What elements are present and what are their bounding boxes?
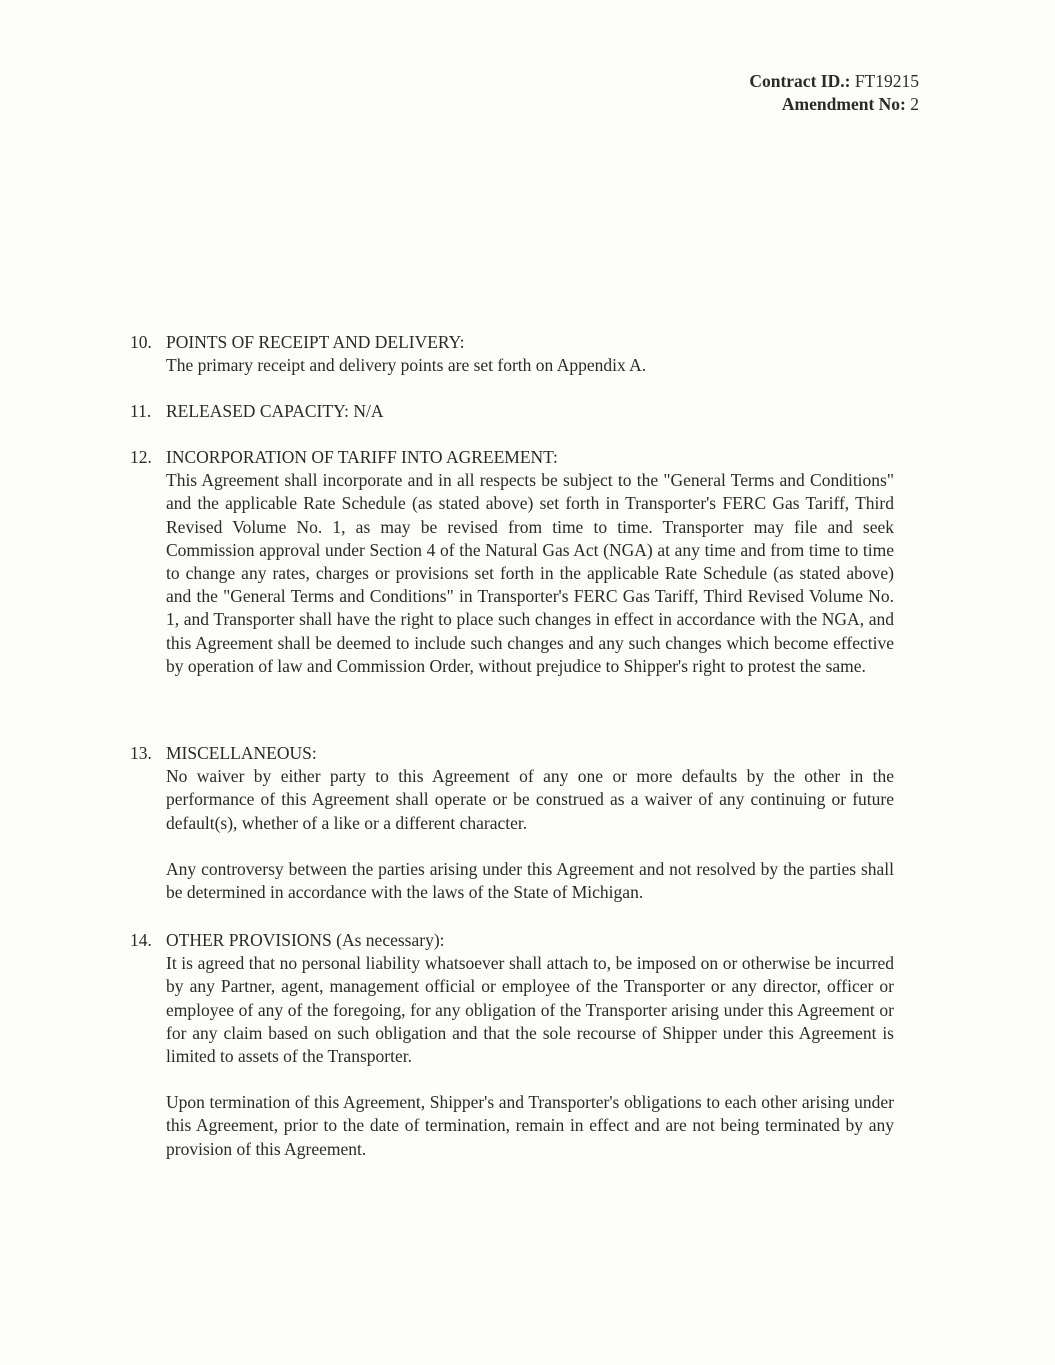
contract-id-value: FT19215: [854, 71, 919, 91]
section-released-capacity: [130, 400, 894, 423]
section-paragraph: Upon termination of this Agreement, Shipper's and Transporter's obligations to each other arising under this Agreement, prior to the date of termination, remain in effect and are not being terminated by any provision of this Agreement.: [166, 1092, 894, 1159]
section-heading: POINTS OF RECEIPT AND DELIVERY:: [166, 332, 465, 352]
section-paragraph: Any controversy between the parties arising under this Agreement and not resolved by the parties shall be determined in accordance with the laws of the State of Michigan.: [166, 858, 894, 903]
section-number: 14.: [130, 930, 152, 950]
section-incorporation-of-tariff: [130, 446, 894, 678]
section-number: 13.: [130, 743, 152, 763]
section-paragraph: No waiver by either party to this Agreement of any one or more defaults by the other in the performance of this Agreement shall operate or be construed as a waiver of any continuing or future default(s), whether of a like or a different character.: [166, 766, 894, 833]
contract-id-label: Contract ID.:: [749, 71, 851, 91]
section-number: 11.: [130, 401, 152, 421]
section-number: 12.: [130, 447, 152, 467]
section-other-provisions: [130, 929, 894, 1161]
section-number: 10.: [130, 332, 152, 352]
document-header: [749, 70, 919, 116]
section-miscellaneous: [130, 742, 894, 904]
section-heading: INCORPORATION OF TARIFF INTO AGREEMENT:: [166, 447, 558, 467]
section-paragraph: The primary receipt and delivery points are set forth on Appendix A.: [166, 355, 647, 376]
amendment-value: 2: [910, 94, 919, 114]
section-paragraph: It is agreed that no personal liability whatsoever shall attach to, be imposed on or otherwise be incurred by any Partner, agent, management official or employee of the Transporter or any director, officer or employee of any of the foregoing, for any obligation of the Transporter arising under this Agreement or for any claim based on such obligation and that the sole recourse of Shipper under this Agreement is limited to assets of the Transporter.: [166, 953, 894, 1067]
section-heading: RELEASED CAPACITY: N/A: [166, 401, 384, 421]
section-heading: MISCELLANEOUS:: [166, 743, 317, 763]
contract-id-line: [749, 70, 919, 93]
section-heading: OTHER PROVISIONS (As necessary):: [166, 930, 445, 950]
amendment-line: [749, 93, 919, 116]
amendment-label: Amendment No:: [781, 94, 906, 114]
section-paragraph: This Agreement shall incorporate and in all respects be subject to the "General Terms and Conditions" and the applicable Rate Schedule (as stated above) set forth in Transporter's FERC Gas Tariff, Third Revised Volume No. 1, as may be revised from time to time. Transporter may file and seek Commission approval under Section 4 of the Natural Gas Act (NGA) at any time and from time to time to change any rates, charges or provisions set forth in the applicable Rate Schedule (as stated above) and the "General Terms and Conditions" in Transporter's FERC Gas Tariff, Third Revised Volume No. 1, and Transporter shall have the right to place such changes in effect in accordance with the NGA, and this Agreement shall be deemed to include such changes and any such changes which become effective by operation of law and Commission Order, without prejudice to Shipper's right to protest the same.: [166, 470, 894, 676]
section-points-of-receipt: [130, 331, 894, 377]
